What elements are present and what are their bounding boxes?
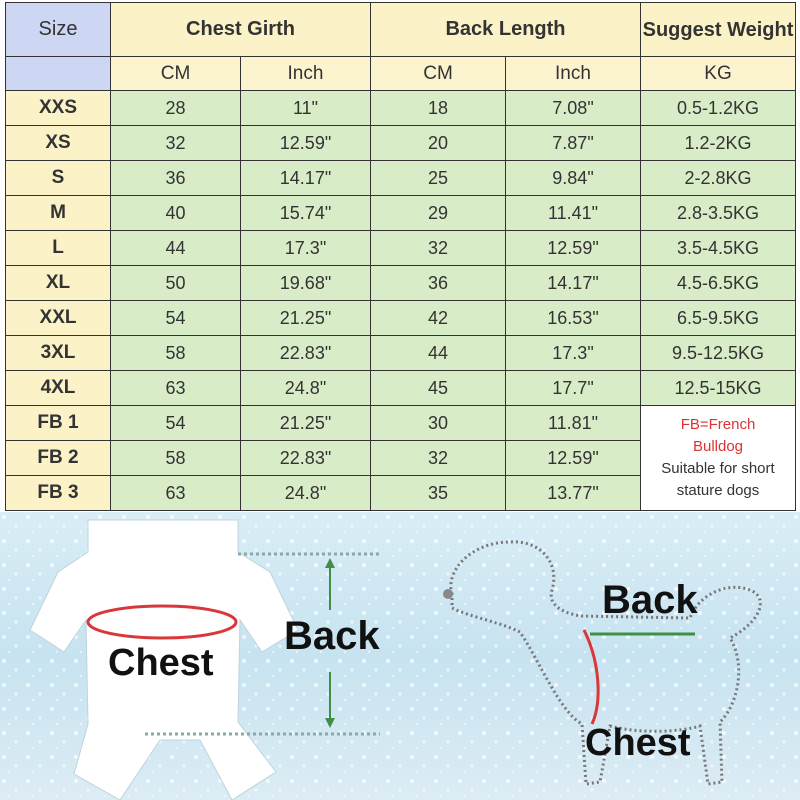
chest-cm: 58: [111, 336, 241, 371]
dog-nose: [443, 589, 453, 599]
chest-inch: 22.83": [241, 336, 371, 371]
weight: 4.5-6.5KG: [641, 266, 796, 301]
back-inch: 11.41": [506, 196, 641, 231]
unit-chest-inch: Inch: [241, 57, 371, 91]
unit-row: [6, 57, 796, 91]
chest-cm: 28: [111, 91, 241, 126]
size-label: 4XL: [6, 371, 111, 406]
chest-cm: 32: [111, 126, 241, 161]
dog-back-label: Back: [602, 578, 698, 622]
chest-inch: 14.17": [241, 161, 371, 196]
table-row: [6, 406, 796, 441]
back-cm: 42: [371, 301, 506, 336]
back-cm: 35: [371, 476, 506, 511]
table-row: [6, 231, 796, 266]
unit-chest-cm: CM: [111, 57, 241, 91]
chest-cm: 44: [111, 231, 241, 266]
header-size: Size: [6, 3, 111, 57]
table-row: [6, 266, 796, 301]
back-cm: 32: [371, 441, 506, 476]
garment-back-label: Back: [284, 614, 380, 658]
size-label: XS: [6, 126, 111, 161]
size-label: XL: [6, 266, 111, 301]
chest-inch: 12.59": [241, 126, 371, 161]
chest-inch: 21.25": [241, 406, 371, 441]
size-label: L: [6, 231, 111, 266]
weight: 1.2-2KG: [641, 126, 796, 161]
chest-inch: 24.8": [241, 371, 371, 406]
size-label: FB 2: [6, 441, 111, 476]
chest-cm: 58: [111, 441, 241, 476]
back-inch: 16.53": [506, 301, 641, 336]
size-label: M: [6, 196, 111, 231]
back-inch: 11.81": [506, 406, 641, 441]
table-row: [6, 336, 796, 371]
weight: 2.8-3.5KG: [641, 196, 796, 231]
table-row: [6, 91, 796, 126]
size-chart-table: [5, 2, 796, 511]
back-inch: 7.08": [506, 91, 641, 126]
table-row: [6, 161, 796, 196]
table-row: [6, 301, 796, 336]
back-cm: 25: [371, 161, 506, 196]
back-inch: 17.7": [506, 371, 641, 406]
weight: 6.5-9.5KG: [641, 301, 796, 336]
weight: 3.5-4.5KG: [641, 231, 796, 266]
header-row: [6, 3, 796, 57]
back-cm: 36: [371, 266, 506, 301]
garment-chest-label: Chest: [108, 642, 214, 684]
table-row: [6, 196, 796, 231]
back-cm: 32: [371, 231, 506, 266]
back-cm: 29: [371, 196, 506, 231]
chest-inch: 24.8": [241, 476, 371, 511]
back-inch: 14.17": [506, 266, 641, 301]
size-label: S: [6, 161, 111, 196]
back-inch: 7.87": [506, 126, 641, 161]
size-label: 3XL: [6, 336, 111, 371]
weight: 9.5-12.5KG: [641, 336, 796, 371]
unit-back-cm: CM: [371, 57, 506, 91]
chest-cm: 50: [111, 266, 241, 301]
weight: 0.5-1.2KG: [641, 91, 796, 126]
weight: 2-2.8KG: [641, 161, 796, 196]
chest-inch: 15.74": [241, 196, 371, 231]
size-label: FB 3: [6, 476, 111, 511]
header-back-length: Back Length: [371, 3, 641, 57]
note-line: Suitable for short: [661, 460, 775, 477]
chest-cm: 63: [111, 476, 241, 511]
note-line: FB=French: [680, 416, 756, 433]
unit-back-inch: Inch: [506, 57, 641, 91]
chest-cm: 54: [111, 406, 241, 441]
back-cm: 30: [371, 406, 506, 441]
back-inch: 9.84": [506, 161, 641, 196]
chest-inch: 19.68": [241, 266, 371, 301]
chest-cm: 63: [111, 371, 241, 406]
chest-inch: 21.25": [241, 301, 371, 336]
dog-chest-label: Chest: [585, 722, 691, 764]
back-inch: 17.3": [506, 336, 641, 371]
unit-blank: [6, 57, 111, 91]
chest-cm: 54: [111, 301, 241, 336]
size-label: XXS: [6, 91, 111, 126]
measurement-illustration: [0, 512, 800, 800]
back-cm: 44: [371, 336, 506, 371]
table-row: [6, 126, 796, 161]
weight: 12.5-15KG: [641, 371, 796, 406]
header-chest-girth: Chest Girth: [111, 3, 371, 57]
chest-cm: 36: [111, 161, 241, 196]
back-cm: 18: [371, 91, 506, 126]
size-label: XXL: [6, 301, 111, 336]
unit-weight: KG: [641, 57, 796, 91]
back-inch: 12.59": [506, 441, 641, 476]
size-label: FB 1: [6, 406, 111, 441]
chest-cm: 40: [111, 196, 241, 231]
note-line: stature dogs: [676, 482, 760, 499]
french-bulldog-note: [641, 406, 796, 511]
back-cm: 20: [371, 126, 506, 161]
back-inch: 13.77": [506, 476, 641, 511]
chest-inch: 11": [241, 91, 371, 126]
table-row: [6, 371, 796, 406]
note-line: Bulldog: [692, 438, 744, 455]
chest-inch: 17.3": [241, 231, 371, 266]
back-inch: 12.59": [506, 231, 641, 266]
header-suggest-weight: Suggest Weight: [641, 3, 796, 57]
back-cm: 45: [371, 371, 506, 406]
chest-inch: 22.83": [241, 441, 371, 476]
